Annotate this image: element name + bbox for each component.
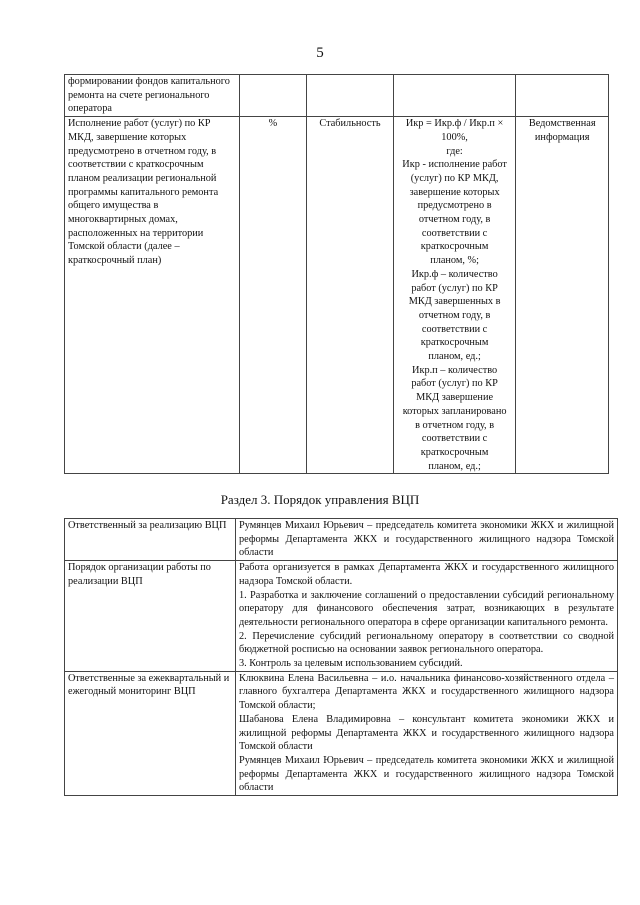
content-line: 3. Контроль за целевым использованием субсидий. bbox=[239, 658, 463, 670]
content-line: 2. Перечисление субсидий региональному оператору в соответствии со сводной бюджетной росписью на основании заявок регионального оператора. bbox=[239, 630, 614, 656]
table-row bbox=[65, 117, 609, 474]
formula-line: планом, %; bbox=[430, 255, 479, 267]
formula-line: планом, ед.; bbox=[428, 460, 481, 472]
content-line: Работа организуется в рамках Департамента ЖКХ и государственного жилищного надзора Томской области. bbox=[239, 562, 614, 587]
formula-line: которых запланировано bbox=[402, 405, 507, 417]
table-row bbox=[65, 519, 618, 561]
formula-line: краткосрочным bbox=[420, 337, 489, 349]
indicators-table bbox=[64, 74, 609, 474]
formula-line: отчетном году, в bbox=[418, 309, 491, 321]
formula-line: работ (услуг) по КР bbox=[411, 282, 498, 294]
content-line: Шабанова Елена Владимировна – консультант комитета экономики ЖКХ и жилищной реформы Департамента ЖКХ и государственного жилищного надзора Томской области bbox=[239, 713, 614, 753]
row-content bbox=[236, 671, 618, 795]
trend-cell: Стабильность bbox=[307, 117, 394, 474]
formula-line: планом, ед.; bbox=[428, 351, 481, 363]
row-label: Порядок организации работы по реализации ВЦП bbox=[65, 561, 236, 672]
row-label: Ответственный за реализацию ВЦП bbox=[65, 519, 236, 561]
management-table bbox=[64, 518, 618, 796]
content-line: Клюквина Елена Васильевна – и.о. начальника финансово-хозяйственного отдела – главного бухгалтера Департамента ЖКХ и государственного жилищного надзора Томской области; bbox=[239, 672, 614, 712]
formula-line: Икр.п – количество bbox=[412, 364, 498, 376]
section-heading: Раздел 3. Порядок управления ВЦП bbox=[220, 492, 420, 507]
indicator-cell: формировании фондов капитального ремонта на счете регионального оператора bbox=[65, 75, 240, 117]
content-line: 1. Разработка и заключение соглашений о предоставлении субсидий региональному оператору для финансового обеспечения затрат, возникающих в результате деятельности регионального оператора в сфере организации капитального ремонта. bbox=[239, 589, 614, 628]
formula-line: соответствии с bbox=[421, 323, 488, 335]
formula-line: соответствии с bbox=[421, 433, 488, 445]
formula-line: Икр = Икр.ф / Икр.п × bbox=[405, 118, 504, 130]
formula-line: МКД завершенных в bbox=[408, 296, 501, 308]
formula-line: краткосрочным bbox=[420, 446, 489, 458]
trend-cell bbox=[307, 75, 394, 117]
formula-line: соответствии с bbox=[421, 227, 488, 239]
formula-line: (услуг) по КР МКД, bbox=[410, 172, 499, 184]
formula-line: краткосрочным bbox=[420, 241, 489, 253]
formula-line: МКД завершение bbox=[416, 392, 494, 404]
table-row bbox=[65, 671, 618, 795]
formula-line: отчетном году, в bbox=[418, 214, 491, 226]
unit-cell: % bbox=[239, 117, 307, 474]
row-content bbox=[236, 561, 618, 672]
formula-line: работ (услуг) по КР bbox=[411, 378, 498, 390]
source-cell bbox=[516, 75, 609, 117]
source-cell: Ведомственная информация bbox=[516, 117, 609, 474]
content-line: Румянцев Михаил Юрьевич – председатель комитета экономики ЖКХ и жилищной реформы Департамента ЖКХ и государственного жилищного надзора Томской области bbox=[239, 520, 614, 559]
indicator-cell: Исполнение работ (услуг) по КР МКД, завершение которых предусмотрено в отчетном году, в соответствии с краткосрочным планом реализации региональной программы капитального ремонта общего имущества в многоквартирных домах, расположенных на территории Томской области (далее – краткосрочный план) bbox=[65, 117, 240, 474]
page-number: 5 bbox=[316, 45, 324, 61]
formula-line: завершение которых bbox=[409, 186, 500, 198]
content-line: Румянцев Михаил Юрьевич – председатель комитета экономики ЖКХ и жилищной реформы Департамента ЖКХ и государственного жилищного надзора Томской области bbox=[239, 754, 614, 794]
unit-cell bbox=[239, 75, 307, 117]
row-content bbox=[236, 519, 618, 561]
table-row bbox=[65, 75, 609, 117]
formula-line: Икр.ф – количество bbox=[411, 268, 498, 280]
formula-cell bbox=[393, 117, 516, 474]
formula-line: 100%, bbox=[441, 131, 468, 143]
formula-line: в отчетном году, в bbox=[415, 419, 495, 431]
table-row bbox=[65, 561, 618, 672]
formula-line: Икр - исполнение работ bbox=[402, 159, 507, 171]
formula-line: предусмотрено в bbox=[417, 200, 492, 212]
formula-cell bbox=[393, 75, 516, 117]
row-label: Ответственные за ежеквартальный и ежегодный мониторинг ВЦП bbox=[65, 671, 236, 795]
formula-line: где: bbox=[446, 145, 463, 157]
